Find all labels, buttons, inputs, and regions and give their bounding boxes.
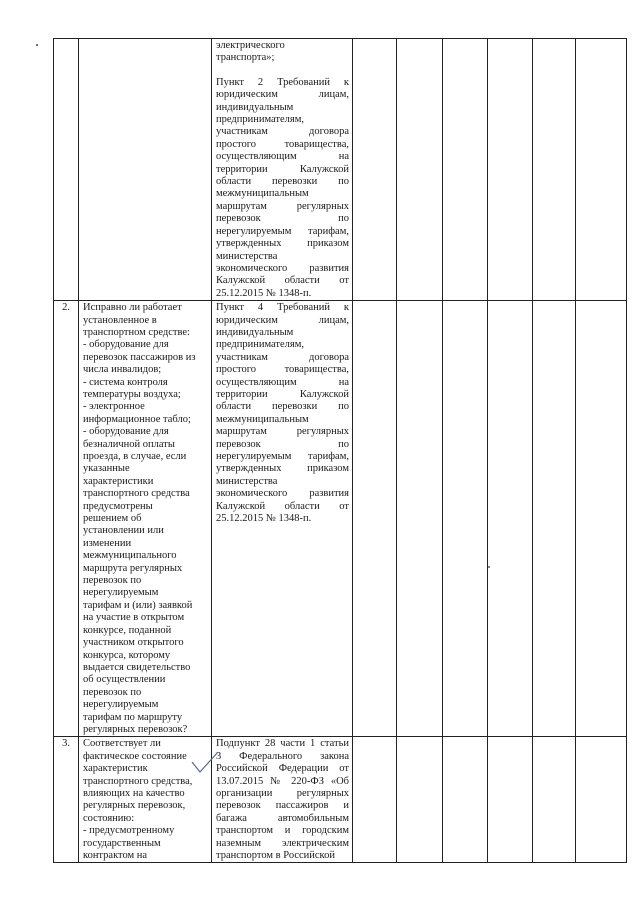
table-row <box>54 301 627 737</box>
reference-line: перевозок по <box>216 438 349 450</box>
question-line: транспортного средства, <box>83 775 193 787</box>
question-line: транспортного средства <box>83 488 190 500</box>
question-line: тарифам и (или) заявкой <box>83 599 193 611</box>
reference-line: предпринимателям, <box>216 114 305 126</box>
question-line: Исправно ли работает <box>83 302 182 314</box>
notes-cell[interactable] <box>576 301 627 737</box>
question-line: Соответствует ли <box>83 738 161 750</box>
reference-line: Пункт 4 Требований к <box>216 302 349 314</box>
question-line: регулярных перевозок? <box>83 723 188 735</box>
reference-line: межмуниципальным <box>216 413 309 425</box>
question-cell <box>79 39 212 301</box>
reference-line: участникам договора <box>216 351 349 363</box>
question-line: влияющих на качество <box>83 787 185 799</box>
checklist-table <box>53 38 627 863</box>
question-line: - предусмотренному <box>83 825 175 837</box>
reference-line: индивидуальным <box>216 101 294 113</box>
reference-line: Подпункт 28 части 1 статьи <box>216 738 349 750</box>
question-line: числа инвалидов; <box>83 364 162 376</box>
reference-line: перевозок пассажиров и <box>216 800 349 812</box>
answer-na-cell[interactable] <box>443 301 488 737</box>
question-line: информационное табло; <box>83 413 191 425</box>
question-line: температуры воздуха; <box>83 388 181 400</box>
question-line: маршрута регулярных <box>83 562 183 574</box>
reference-line: утвержденных приказом <box>216 238 349 250</box>
reference-line: электрического <box>216 40 285 51</box>
question-line: государственным <box>83 837 161 849</box>
notes-cell[interactable] <box>576 737 627 863</box>
question-line: перевозок пассажиров из <box>83 351 196 363</box>
question-line: тарифам по маршруту <box>83 711 183 723</box>
reference-line: багажа автомобильным <box>216 812 349 824</box>
reference-line: Пункт 2 Требований к <box>216 76 349 88</box>
question-line: регулярных перевозок, <box>83 800 186 812</box>
question-line: нерегулируемым <box>83 587 159 599</box>
reference-line: осуществляющим на <box>216 151 349 163</box>
answer-yes-cell[interactable] <box>353 737 397 863</box>
question-line: участником открытого <box>83 637 184 649</box>
table-row <box>54 737 627 863</box>
question-line: установленное в <box>83 314 157 326</box>
reference-line: простого товарищества, <box>216 364 349 376</box>
question-line: выдается свидетельство <box>83 661 191 673</box>
reference-line: 13.07.2015 № 220-ФЗ «Об <box>216 775 349 787</box>
reference-line: участникам договора <box>216 126 349 138</box>
reference-line: нерегулируемым тарифам, <box>216 225 349 237</box>
reference-line: маршрутам регулярных <box>216 426 349 438</box>
reference-line: области перевозки по <box>216 401 349 413</box>
question-line: контрактом на <box>83 850 148 861</box>
reference-line: экономического развития <box>216 488 349 500</box>
reference-line: 25.12.2015 № 1348-п. <box>216 287 312 299</box>
empty-cell[interactable] <box>533 737 576 863</box>
reference-line: юридическим лицам, <box>216 314 349 326</box>
answer-na-cell[interactable] <box>443 39 488 301</box>
question-line: - система контроля <box>83 376 168 388</box>
reference-cell <box>212 301 353 737</box>
answer-na-cell[interactable] <box>443 737 488 863</box>
question-cell <box>79 301 212 737</box>
answer-yes-cell[interactable] <box>353 39 397 301</box>
question-line: конкурса, которому <box>83 649 171 661</box>
reference-line: 3 Федерального закона <box>216 750 349 762</box>
question-line: характеристик <box>83 763 148 775</box>
reference-line: транспортом и городским <box>216 825 349 837</box>
reference-line: области перевозки по <box>216 176 349 188</box>
empty-cell[interactable] <box>533 301 576 737</box>
row-number <box>54 39 79 301</box>
question-line: об осуществлении <box>83 674 166 686</box>
question-line: межмуниципального <box>83 550 177 562</box>
reference-line: утвержденных приказом <box>216 463 349 475</box>
reference-line: предпринимателям, <box>216 339 305 351</box>
reference-line: 25.12.2015 № 1348-п. <box>216 513 312 525</box>
question-line: транспортном средстве: <box>83 326 190 338</box>
question-line: нерегулируемым <box>83 699 159 711</box>
question-line: характеристики <box>83 475 154 487</box>
reference-line: Российской Федерации от <box>216 763 349 775</box>
question-line: на участие в открытом <box>83 612 185 624</box>
question-line: указанные <box>83 463 130 475</box>
reference-line: министерства <box>216 250 278 262</box>
question-line: предусмотрены <box>83 500 153 512</box>
question-line: перевозок по <box>83 686 142 698</box>
reference-line: осуществляющим на <box>216 376 349 388</box>
answer-no-cell[interactable] <box>397 301 443 737</box>
notes-cell[interactable] <box>576 39 627 301</box>
question-line: фактическое состояние <box>83 750 187 762</box>
reference-line: организации регулярных <box>216 787 349 799</box>
reference-line: министерства <box>216 475 278 487</box>
question-line: установлении или <box>83 525 164 537</box>
empty-cell[interactable] <box>488 301 533 737</box>
reference-line: транспорта»; <box>216 52 275 64</box>
reference-line: перевозок по <box>216 213 349 225</box>
reference-line: межмуниципальным <box>216 188 309 200</box>
reference-line: Калужской области от <box>216 275 349 287</box>
empty-cell[interactable] <box>488 737 533 863</box>
question-line: конкурсе, поданной <box>83 624 172 636</box>
question-line: решением об <box>83 513 142 525</box>
reference-line <box>216 65 349 77</box>
reference-line: простого товарищества, <box>216 138 349 150</box>
question-line: безналичной оплаты <box>83 438 175 450</box>
reference-line: Калужской области от <box>216 500 349 512</box>
reference-line: индивидуальным <box>216 326 294 338</box>
reference-line: территории Калужской <box>216 163 349 175</box>
reference-line: юридическим лицам, <box>216 89 349 101</box>
question-line: - оборудование для <box>83 339 169 351</box>
question-line: перевозок по <box>83 575 142 587</box>
answer-no-cell[interactable] <box>397 39 443 301</box>
reference-line: экономического развития <box>216 262 349 274</box>
question-line: - электронное <box>83 401 145 413</box>
table-row <box>54 39 627 301</box>
question-line: - оборудование для <box>83 426 169 438</box>
question-line: изменении <box>83 537 132 549</box>
reference-line: наземным электрическим <box>216 837 349 849</box>
answer-no-cell[interactable] <box>397 737 443 863</box>
question-line: состоянию: <box>83 812 135 824</box>
reference-line: территории Калужской <box>216 388 349 400</box>
reference-cell <box>212 39 353 301</box>
row-number: 2. <box>54 301 79 737</box>
empty-cell[interactable] <box>533 39 576 301</box>
reference-line: нерегулируемым тарифам, <box>216 451 349 462</box>
question-line: проезда, в случае, если <box>83 451 187 462</box>
handwritten-check-mark <box>188 750 222 776</box>
reference-line: транспортом в Российской <box>216 850 335 861</box>
row-number: 3. <box>54 737 79 863</box>
reference-cell <box>212 737 353 863</box>
answer-yes-cell[interactable] <box>353 301 397 737</box>
reference-line: маршрутам регулярных <box>216 200 349 212</box>
empty-cell[interactable] <box>488 39 533 301</box>
scan-speck <box>36 44 38 46</box>
